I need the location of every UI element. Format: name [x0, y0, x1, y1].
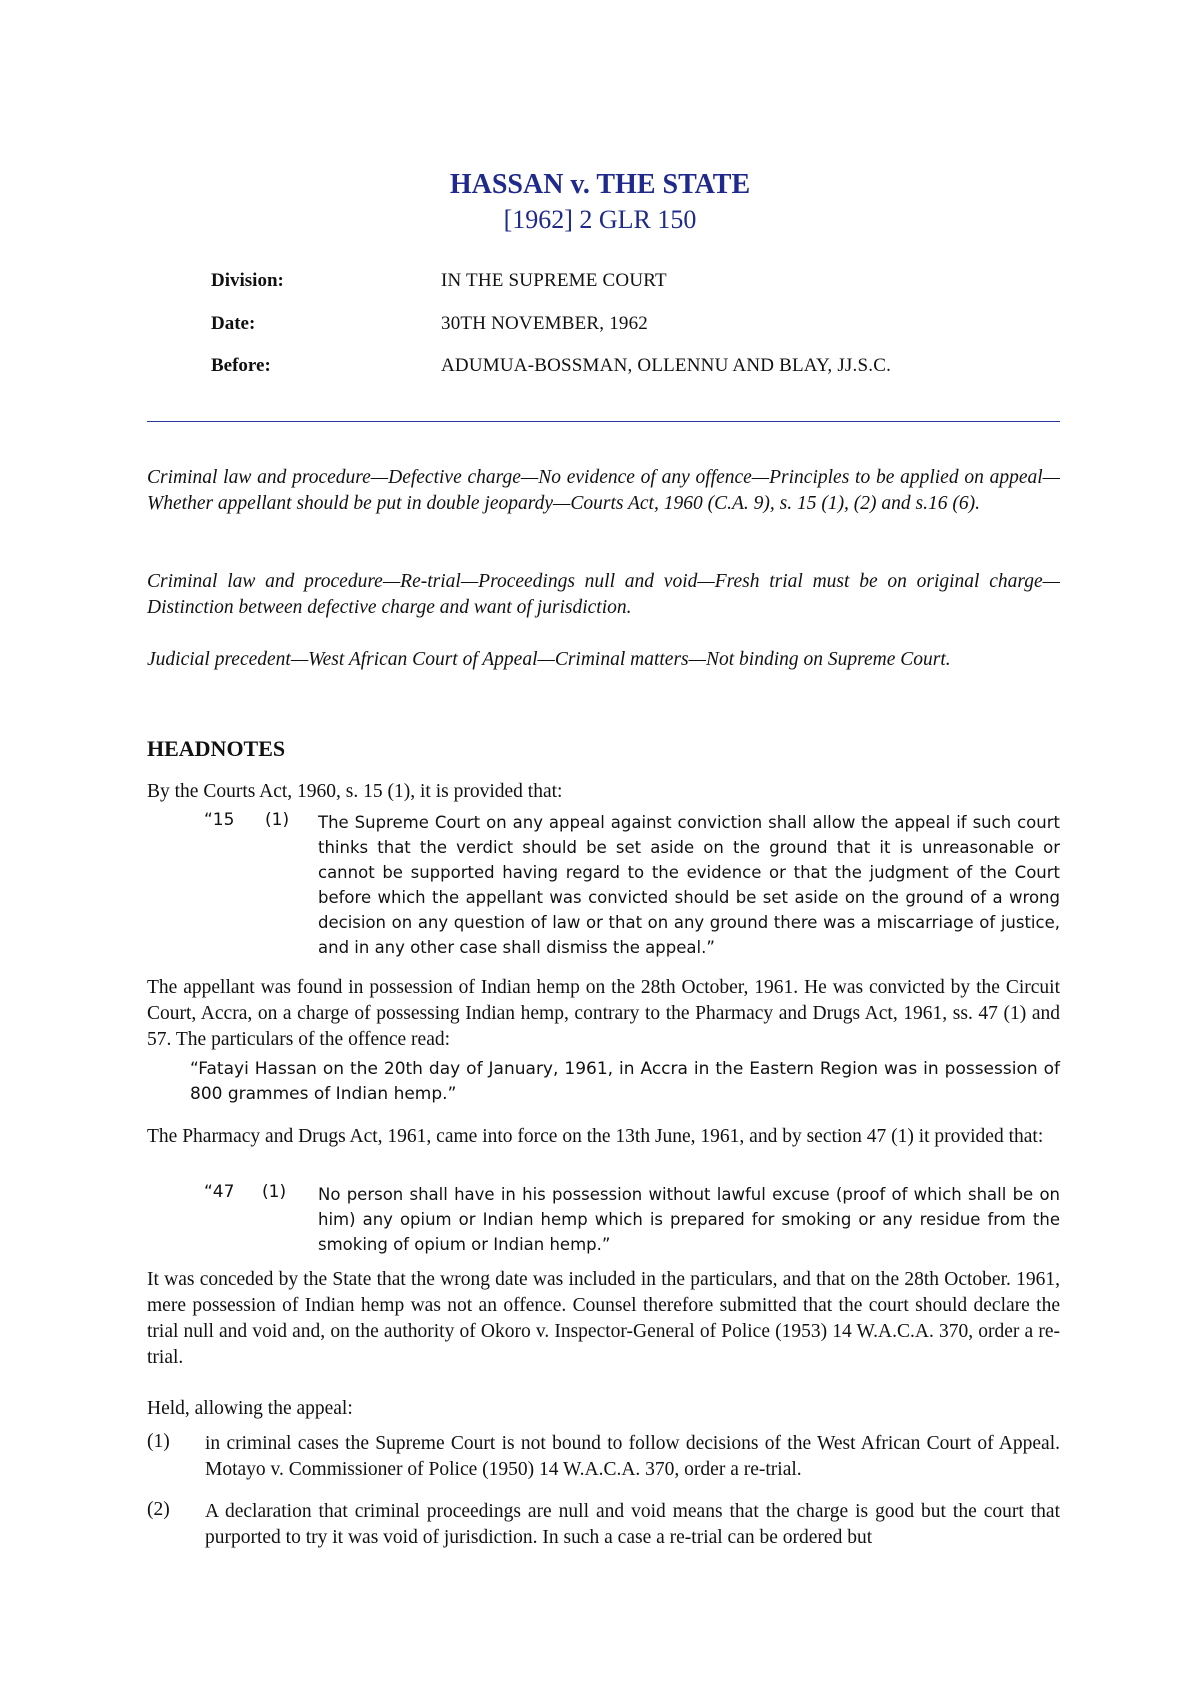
holding-2-text: A declaration that criminal proceedings are null and void means that the charge is good but the court that purported to try it was void of jurisdiction. In such a case a re-trial can be ordered but — [205, 1501, 1060, 1548]
division-value: IN THE SUPREME COURT — [441, 270, 667, 291]
before-value: ADUMUA-BOSSMAN, OLLENNU AND BLAY, JJ.S.C. — [441, 355, 892, 376]
quote1-text: The Supreme Court on any appeal against conviction shall allow the appeal if such court thinks that the verdict should be set aside on the ground that it is unreasonable or cannot be supported having regard to the evidence or that the judgment of the Court before which the appellant was convicted should be set aside on the ground of a wrong decision on any question of law or that on any ground there was a miscarriage of justice, and in any other case shall dismiss the appeal.” — [318, 813, 1060, 957]
quote3-subsection-number: (1) — [262, 1182, 287, 1202]
catchword-1: Criminal law and procedure—Defective charge—No evidence of any offence—Principles to be applied on appeal—Whether appellant should be put in double jeopardy—Courts Act, 1960 (C.A. 9), s. 15 (1), (2) and s.16 (6). — [147, 467, 1060, 514]
before-label: Before: — [211, 355, 271, 376]
case-citation: [1962] 2 GLR 150 — [503, 205, 697, 234]
quote3-text: No person shall have in his possession without lawful excuse (proof of which shall be on him) any opium or Indian hemp which is prepared for smoking or any residue from the smoking of opium or Indian hemp.” — [318, 1185, 1060, 1254]
holding-2-number: (2) — [147, 1499, 170, 1520]
division-label: Division: — [211, 270, 284, 291]
headnotes-paragraph-3: It was conceded by the State that the wrong date was included in the particulars, and that on the 28th October. 1961, mere possession of Indian hemp was not an offence. Counsel therefore submitted that the court should declare the trial null and void and, on the authority of Okoro v. Inspector-General of Police (1953) 14 W.A.C.A. 370, order a re-trial. — [147, 1269, 1060, 1368]
date-label: Date: — [211, 313, 256, 334]
date-value: 30TH NOVEMBER, 1962 — [441, 313, 648, 334]
quote1-section-number: “15 — [204, 810, 235, 830]
header-divider — [147, 421, 1060, 422]
quote1-subsection-number: (1) — [265, 810, 290, 830]
quote3-section-number: “47 — [204, 1182, 235, 1202]
catchword-2: Criminal law and procedure—Re-trial—Proceedings null and void—Fresh trial must be on original charge—Distinction between defective charge and want of jurisdiction. — [147, 571, 1060, 618]
held-statement: Held, allowing the appeal: — [147, 1398, 353, 1419]
headnotes-intro: By the Courts Act, 1960, s. 15 (1), it is provided that: — [147, 781, 563, 802]
case-title: HASSAN v. THE STATE — [449, 169, 751, 200]
headnotes-heading: HEADNOTES — [147, 736, 286, 761]
headnotes-paragraph-2: The Pharmacy and Drugs Act, 1961, came into force on the 13th June, 1961, and by section 47 (1) it provided that: — [147, 1126, 1044, 1147]
headnotes-paragraph-1: The appellant was found in possession of Indian hemp on the 28th October, 1961. He was convicted by the Circuit Court, Accra, on a charge of possessing Indian hemp, contrary to the Pharmacy and Drugs Act, 1961, ss. 47 (1) and 57. The particulars of the offence read: — [147, 977, 1060, 1050]
quote2-text: “Fatayi Hassan on the 20th day of January, 1961, in Accra in the Eastern Region was in possession of 800 grammes of Indian hemp.” — [190, 1059, 1060, 1104]
holding-1-text: in criminal cases the Supreme Court is not bound to follow decisions of the West African Court of Appeal. Motayo v. Commissioner of Police (1950) 14 W.A.C.A. 370, order a re-trial. — [205, 1433, 1060, 1480]
holding-1-number: (1) — [147, 1431, 170, 1452]
catchword-3: Judicial precedent—West African Court of Appeal—Criminal matters—Not binding on Supreme Court. — [147, 649, 951, 670]
